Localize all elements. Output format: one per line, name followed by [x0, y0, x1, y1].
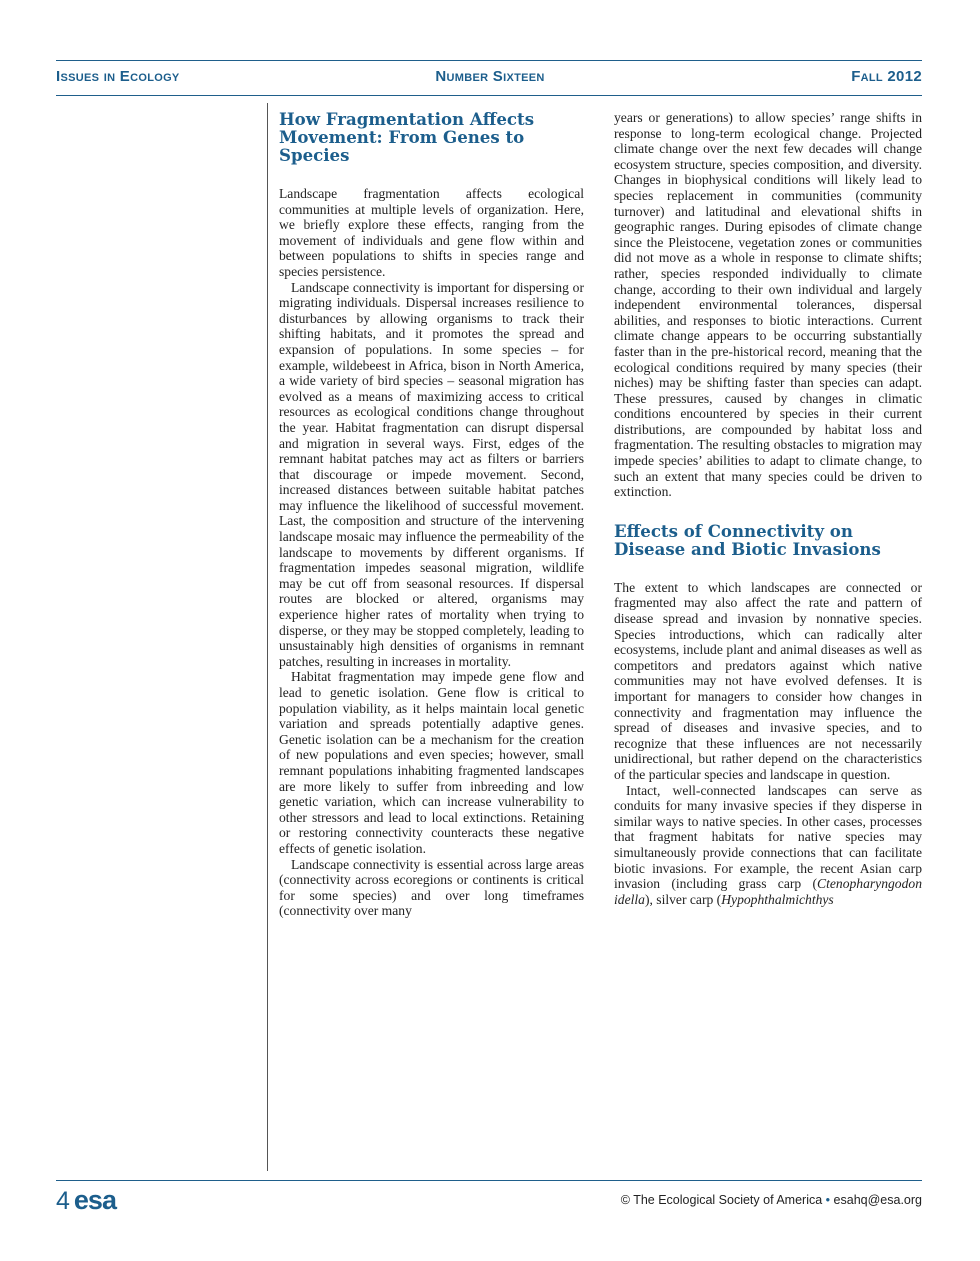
footer-rule	[56, 1180, 922, 1181]
column-divider	[267, 103, 268, 1171]
scientific-name: Ctenopharyngodon idella	[614, 876, 922, 907]
contact-email: esahq@esa.org	[833, 1193, 922, 1207]
text-run: ), silver carp (	[644, 891, 722, 907]
paragraph: Habitat fragmentation may impede gene flow and lead to genetic isolation. Gene flow is critical to population viability, as it helps maintain local genetic variation and spreads potentially adaptive genes. Genetic isolation can be a mechanism for the creation of new populations and even species; however, small remnant populations inhabiting fragmented landscapes are more likely to suffer from inbreeding and low genetic variation, which can increase vulnerability to other stressors and lead to local extinctions. Retaining or restoring connectivity counteracts these negative effects of genetic isolation.	[279, 669, 584, 856]
page-number: 4	[56, 1187, 70, 1215]
paragraph: Landscape connectivity is essential across large areas (connectivity across ecoregions or continents is critical for some species) and over long timeframes (connectivity over many	[279, 856, 584, 919]
paragraph: Landscape fragmentation affects ecological communities at multiple levels of organization. Here, we briefly explore these effects, ranging from the movement of individuals and gene flow within and between populations to shifts in species range and species persistence.	[279, 186, 584, 279]
footer-credit	[621, 1193, 922, 1207]
issue-date: Fall 2012	[851, 68, 922, 85]
right-column	[614, 110, 922, 907]
journal-title: Issues in Ecology	[56, 68, 180, 85]
header-bottom-rule	[56, 95, 922, 96]
paragraph: years or generations) to allow species’ range shifts in response to long-term ecological change. Projected climate change over the next few decades will change ecosystem structure, species composition, and diversity. Changes in biophysical conditions will likely lead to species replacement in communities (community turnover) and latitudinal and elevational shifts in geographic ranges. During episodes of climate change since the Pleistocene, vegetation zones or communities did not move as a whole in response to climate shifts; rather, species responded individually to climate change, according to their own individual and largely independent environmental tolerances, dispersal abilities, and responses to biotic interactions. Current climate change appears to be occurring substantially faster than in the pre-historical record, meaning that the ecological conditions required by many species (their niches) may be shifting faster than species can adapt. These pressures, caused by changes in climatic conditions encountered by species in their current distributions, are compounded by habitat loss and fragmentation. The resulting obstacles to migration may impede species’ abilities to adapt to climate change, to such an extent that many species could be driven to extinction.	[614, 110, 922, 500]
header-top-rule	[56, 60, 922, 61]
paragraph: The extent to which landscapes are connected or fragmented may also affect the rate and pattern of disease spread and invasion by nonnative species. Species introductions, which can radically alter ecosystems, include plant and animal diseases as well as competitors and predators against which native communities may not have evolved defenses. It is important for managers to consider how changes in connectivity and fragmentation may influence the spread of diseases and invasive species, and to recognize that these influences are not necessarily unidirectional, but rather depend on the characteristics of the particular species and landscape in question.	[614, 579, 922, 782]
copyright-text: © The Ecological Society of America	[620, 1193, 823, 1207]
scientific-name: Hypophthalmichthys	[721, 891, 834, 907]
issue-number: Number Sixteen	[435, 68, 545, 85]
paragraph: Landscape connectivity is important for dispersing or migrating individuals. Dispersal increases resilience to disturbances by allowing organisms to track their shifting habitats, and it promotes the spread and expansion of populations. In some species – for example, wildebeest in Africa, bison in North America, a wide variety of bird species – seasonal migration has evolved as a means of maximizing access to critical resources as ecological conditions change throughout the year. Habitat fragmentation can disrupt dispersal and migration in several ways. First, edges of the remnant habitat patches may act as filters or barriers that discourage or impede movement. Second, increased distances between suitable habitat patches may influence the likelihood of successful movement. Last, the composition and structure of the intervening landscape mosaic may influence the permeability of the landscape to movements by different organisms. If fragmentation impedes seasonal migration, wildlife may be cut off from seasonal resources. If dispersal routes are blocked or altered, organisms may experience higher rates of mortality when trying to disperse, or they may be stopped completely, leading to unsustainably high densities of organisms in remnant patches, resulting in increases in mortality.	[279, 279, 584, 669]
footer-page	[56, 1186, 116, 1215]
left-column	[279, 110, 584, 919]
paragraph	[614, 783, 922, 908]
esa-logo: esa	[73, 1185, 116, 1215]
section-heading-disease: Effects of Connectivity on Disease and Biotic Invasions	[614, 520, 881, 559]
section-heading-fragmentation: How Fragmentation Affects Movement: From Genes to Species	[279, 109, 535, 165]
text-run: Intact, well-connected landscapes can serve as conduits for many invasive species if they disperse in similar ways to native species. In other cases, processes that fragment habitats for native species may simultaneously provide connections that can facilitate biotic invasions. For example, the recent Asian carp invasion (including grass carp (	[614, 782, 922, 892]
bullet-separator: •	[825, 1193, 831, 1207]
